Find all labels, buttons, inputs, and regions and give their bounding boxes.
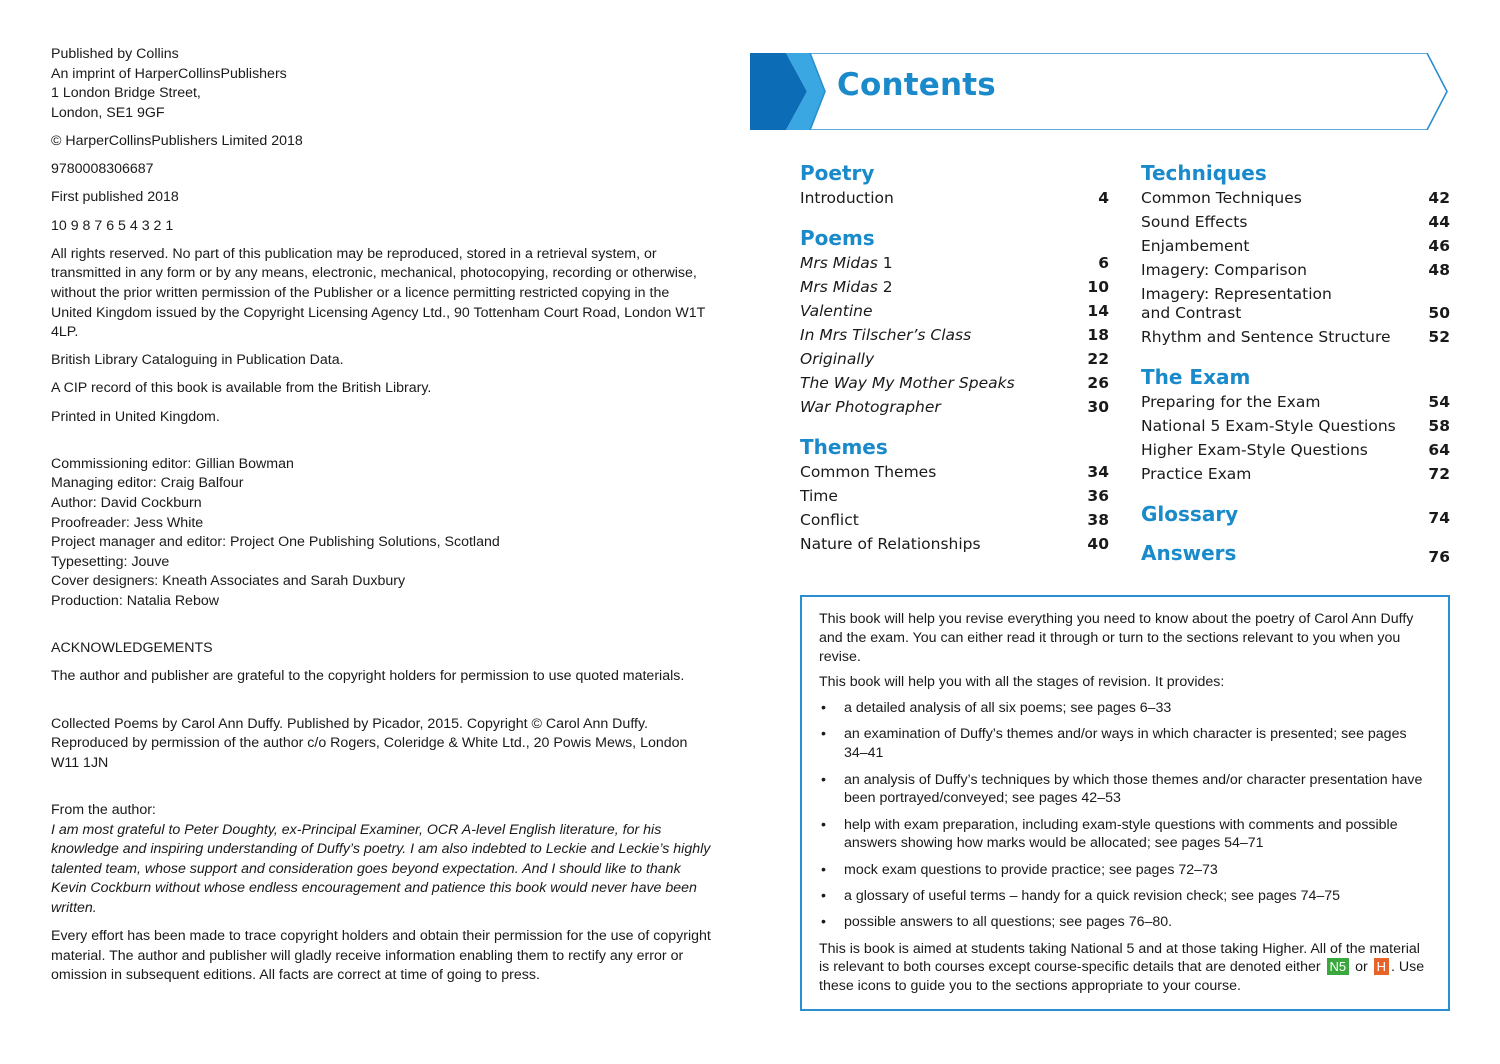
- credits-list: [51, 455, 711, 612]
- first-published: First published 2018: [51, 189, 179, 206]
- toc-entry[interactable]: [1141, 210, 1450, 234]
- entry-page: 14: [1087, 302, 1109, 320]
- toc-entry[interactable]: [1141, 234, 1450, 258]
- credit-line: Production: Natalia Rebow: [51, 593, 219, 609]
- contents-banner: [750, 53, 1450, 130]
- toc-entry[interactable]: [800, 299, 1109, 323]
- credit-line: Typesetting: Jouve: [51, 553, 170, 570]
- toc-entry[interactable]: [800, 508, 1109, 532]
- entry-page: 72: [1428, 465, 1450, 483]
- box-closing: [819, 940, 1432, 996]
- toc-entry[interactable]: [800, 275, 1109, 299]
- list-item-text: mock exam questions to provide practice; see pages 72–73: [844, 861, 1218, 878]
- entry-page: 4: [1098, 189, 1109, 207]
- entry-page: 40: [1087, 535, 1109, 553]
- bullet-icon: •: [821, 816, 826, 833]
- entry-page: 6: [1098, 254, 1109, 272]
- bullet-icon: •: [821, 888, 826, 905]
- toc-entry[interactable]: [1141, 282, 1450, 325]
- bullet-icon: •: [821, 771, 826, 788]
- toc-entry[interactable]: [1141, 462, 1450, 486]
- list-item-text: possible answers to all questions; see pages 76–80.: [844, 914, 1173, 931]
- list-item-text: help with exam preparation, including exam-style questions with comments and possible answers showing how marks would be allocated; see pages 54–71: [844, 816, 1398, 852]
- toc-entry[interactable]: [1141, 414, 1450, 438]
- toc-entry[interactable]: [800, 251, 1109, 275]
- n5-badge-icon: N5: [1327, 958, 1350, 975]
- from-author-label: From the author:: [51, 801, 156, 818]
- entry-page: 42: [1428, 189, 1450, 207]
- list-item: [819, 699, 1432, 718]
- toc-entry[interactable]: [800, 347, 1109, 371]
- entry-title: Practice Exam: [1141, 465, 1252, 483]
- address-line: 1 London Bridge Street,: [51, 85, 201, 102]
- list-item-text: an analysis of Duffy’s techniques by which those themes and/or character presentation have been portrayed/conveyed; see pages 42–53: [844, 771, 1423, 807]
- entry-page: 74: [1428, 509, 1450, 527]
- entry-page: 44: [1428, 213, 1450, 231]
- entry-page: 22: [1087, 350, 1109, 368]
- collected-poems-credit: Collected Poems by Carol Ann Duffy. Published by Picador, 2015. Copyright © Carol Ann Duffy. Reproduced by permission of the author c/o Rogers, Coleridge & White Ltd., 20 Powis Mews, London W11 1JN: [51, 715, 688, 771]
- entry-title: Time: [800, 487, 838, 505]
- entry-page: 36: [1087, 487, 1109, 505]
- cip-note: A CIP record of this book is available from the British Library.: [51, 380, 432, 397]
- entry-page: 26: [1087, 374, 1109, 392]
- credit-line: Project manager and editor: Project One Publishing Solutions, Scotland: [51, 534, 500, 551]
- entry-page: 50: [1428, 304, 1450, 322]
- toc-entry[interactable]: [800, 484, 1109, 508]
- entry-page: 58: [1428, 417, 1450, 435]
- effort-statement: Every effort has been made to trace copyright holders and obtain their permission for the use of copyright material. The author and publisher will gladly receive information enabling them to rectify any error or omission in subsequent editions. All facts are correct at time of going to press.: [51, 928, 711, 984]
- entry-title: Common Techniques: [1141, 189, 1302, 207]
- list-item: [819, 771, 1432, 809]
- box-intro: This book will help you revise everything you need to know about the poetry of Carol Ann Duffy and the exam. You can either read it through or turn to the sections relevant to you when you revise.: [819, 611, 1414, 665]
- list-item-text: a glossary of useful terms – handy for a quick revision check; see pages 74–75: [844, 888, 1341, 905]
- entry-title: Preparing for the Exam: [1141, 393, 1321, 411]
- credit-line: Managing editor: Craig Balfour: [51, 475, 244, 492]
- closing-text: This is book is aimed at students taking National 5 and at those taking Higher. All of the material is relevant to both courses except course-specific details that are denoted either: [819, 940, 1420, 976]
- entry-title: The Way My Mother Speaks: [800, 374, 1015, 392]
- entry-title: Introduction: [800, 189, 894, 207]
- list-item-text: an examination of Duffy’s themes and/or ways in which character is presented; see pages 34–41: [844, 726, 1407, 762]
- bullet-icon: •: [821, 861, 826, 878]
- entry-page: 76: [1428, 548, 1450, 566]
- list-item: [819, 913, 1432, 932]
- toc-entry[interactable]: [1141, 258, 1450, 282]
- closing-or: or: [1351, 959, 1372, 976]
- section-heading: Glossary: [1141, 502, 1239, 526]
- entry-title: Common Themes: [800, 463, 937, 481]
- entry-page: 52: [1428, 328, 1450, 346]
- imprint-page: [51, 45, 711, 994]
- toc-entry[interactable]: [800, 532, 1109, 556]
- entry-title: Enjambement: [1141, 237, 1250, 255]
- toc-entry[interactable]: [1141, 325, 1450, 349]
- higher-badge-icon: H: [1374, 958, 1389, 975]
- toc-entry[interactable]: [800, 323, 1109, 347]
- list-item: [819, 725, 1432, 763]
- toc-section-techniques: [1141, 160, 1450, 349]
- entry-page: 64: [1428, 441, 1450, 459]
- entry-page: 34: [1087, 463, 1109, 481]
- toc-entry[interactable]: [1141, 438, 1450, 462]
- toc-column-left: [800, 160, 1109, 571]
- entry-page: 30: [1087, 398, 1109, 416]
- section-heading: Poems: [800, 226, 875, 250]
- copyright-line: © HarperCollinsPublishers Limited 2018: [51, 132, 303, 149]
- closing-text-end: . Use these icons to guide you to the sections appropriate to your course.: [819, 959, 1425, 995]
- credit-line: Cover designers: Kneath Associates and Sarah Duxbury: [51, 573, 406, 590]
- entry-title: Rhythm and Sentence Structure: [1141, 328, 1391, 346]
- bullet-icon: •: [821, 700, 826, 717]
- box-provides: This book will help you with all the stages of revision. It provides:: [819, 674, 1225, 691]
- entry-page: 18: [1087, 326, 1109, 344]
- entry-page: 38: [1087, 511, 1109, 529]
- toc-section-answers[interactable]: [1141, 540, 1450, 566]
- address-line: An imprint of HarperCollinsPublishers: [51, 65, 287, 82]
- toc-entry[interactable]: [800, 460, 1109, 484]
- address-line: London, SE1 9GF: [51, 104, 165, 121]
- entry-title: Higher Exam-Style Questions: [1141, 441, 1368, 459]
- entry-title: Nature of Relationships: [800, 535, 981, 553]
- toc-section-themes: [800, 434, 1109, 556]
- toc-entry[interactable]: [1141, 390, 1450, 414]
- toc-entry[interactable]: [800, 186, 1109, 210]
- bullet-icon: •: [821, 726, 826, 743]
- isbn: 9780008306687: [51, 161, 154, 178]
- from-author-italic: I am most grateful to Peter Doughty, ex-Principal Examiner, OCR A-level English literature, for his knowledge and inspiring understanding of Duffy’s poetry. I am also indebted to Leckie and Leckie’s highly talented team, whose support and consideration goes beyond expectation. And I should like to thank Kevin Cockburn without whose endless encouragement and patience this book would never have been written.: [51, 821, 711, 916]
- list-item-text: a detailed analysis of all six poems; see pages 6–33: [844, 700, 1172, 717]
- entry-title-line2: and Contrast: [1141, 304, 1242, 322]
- section-heading: Techniques: [1141, 161, 1267, 185]
- section-heading: Themes: [800, 435, 888, 459]
- provides-list: [819, 699, 1432, 932]
- acknowledgements-text: The author and publisher are grateful to the copyright holders for permission to use quoted materials.: [51, 668, 685, 685]
- entry-title: Imagery: Comparison: [1141, 261, 1307, 279]
- list-item: [819, 887, 1432, 906]
- entry-title: Mrs Midas: [800, 278, 878, 296]
- list-item: [819, 816, 1432, 854]
- entry-page: 54: [1428, 393, 1450, 411]
- publisher-address: [51, 45, 711, 123]
- toc-section-glossary[interactable]: [1141, 501, 1450, 527]
- toc-section-poems: [800, 225, 1109, 419]
- revision-info-box: [800, 595, 1450, 1011]
- toc-section-exam: [1141, 364, 1450, 486]
- entry-title: In Mrs Tilscher’s Class: [800, 326, 972, 344]
- section-heading: Poetry: [800, 161, 875, 185]
- entry-title: Mrs Midas: [800, 254, 878, 272]
- entry-title: Sound Effects: [1141, 213, 1248, 231]
- toc-section-poetry: [800, 160, 1109, 210]
- contents-title: Contents: [837, 67, 996, 103]
- toc-column-right: [1141, 160, 1450, 579]
- credit-line: Author: David Cockburn: [51, 495, 202, 512]
- toc-entry[interactable]: [800, 395, 1109, 419]
- entry-title: Imagery: Representation: [1141, 285, 1332, 303]
- toc-entry[interactable]: [800, 371, 1109, 395]
- cataloguing-note: British Library Cataloguing in Publication Data.: [51, 352, 344, 369]
- credit-line: Proofreader: Jess White: [51, 514, 204, 531]
- print-line: 10 9 8 7 6 5 4 3 2 1: [51, 217, 174, 234]
- entry-suffix: 2: [877, 278, 893, 296]
- rights-statement: All rights reserved. No part of this publication may be reproduced, stored in a retrieval system, or transmitted in any form or by any means, electronic, mechanical, photocopying, recording or otherwise, without the prior written permission of the Publisher or a licence permitting restricted copying in the United Kingdom issued by the Copyright Licensing Agency Ltd., 90 Tottenham Court Road, London W1T 4LP.: [51, 245, 706, 341]
- section-heading: Answers: [1141, 541, 1237, 565]
- entry-title: Valentine: [800, 302, 873, 320]
- entry-page: 10: [1087, 278, 1109, 296]
- list-item: [819, 861, 1432, 880]
- bullet-icon: •: [821, 914, 826, 931]
- section-heading: The Exam: [1141, 365, 1251, 389]
- from-author-text: [51, 821, 711, 919]
- printed-note: Printed in United Kingdom.: [51, 408, 220, 425]
- entry-suffix: 1: [877, 254, 893, 272]
- address-line: Published by Collins: [51, 46, 179, 62]
- entry-page: 46: [1428, 237, 1450, 255]
- entry-title: War Photographer: [800, 398, 941, 416]
- entry-title: National 5 Exam-Style Questions: [1141, 417, 1396, 435]
- acknowledgements-heading: ACKNOWLEDGEMENTS: [51, 640, 213, 657]
- entry-page: 48: [1428, 261, 1450, 279]
- toc-entry[interactable]: [1141, 186, 1450, 210]
- credit-line: Commissioning editor: Gillian Bowman: [51, 455, 294, 472]
- entry-title: Originally: [800, 350, 875, 368]
- entry-title: Conflict: [800, 511, 859, 529]
